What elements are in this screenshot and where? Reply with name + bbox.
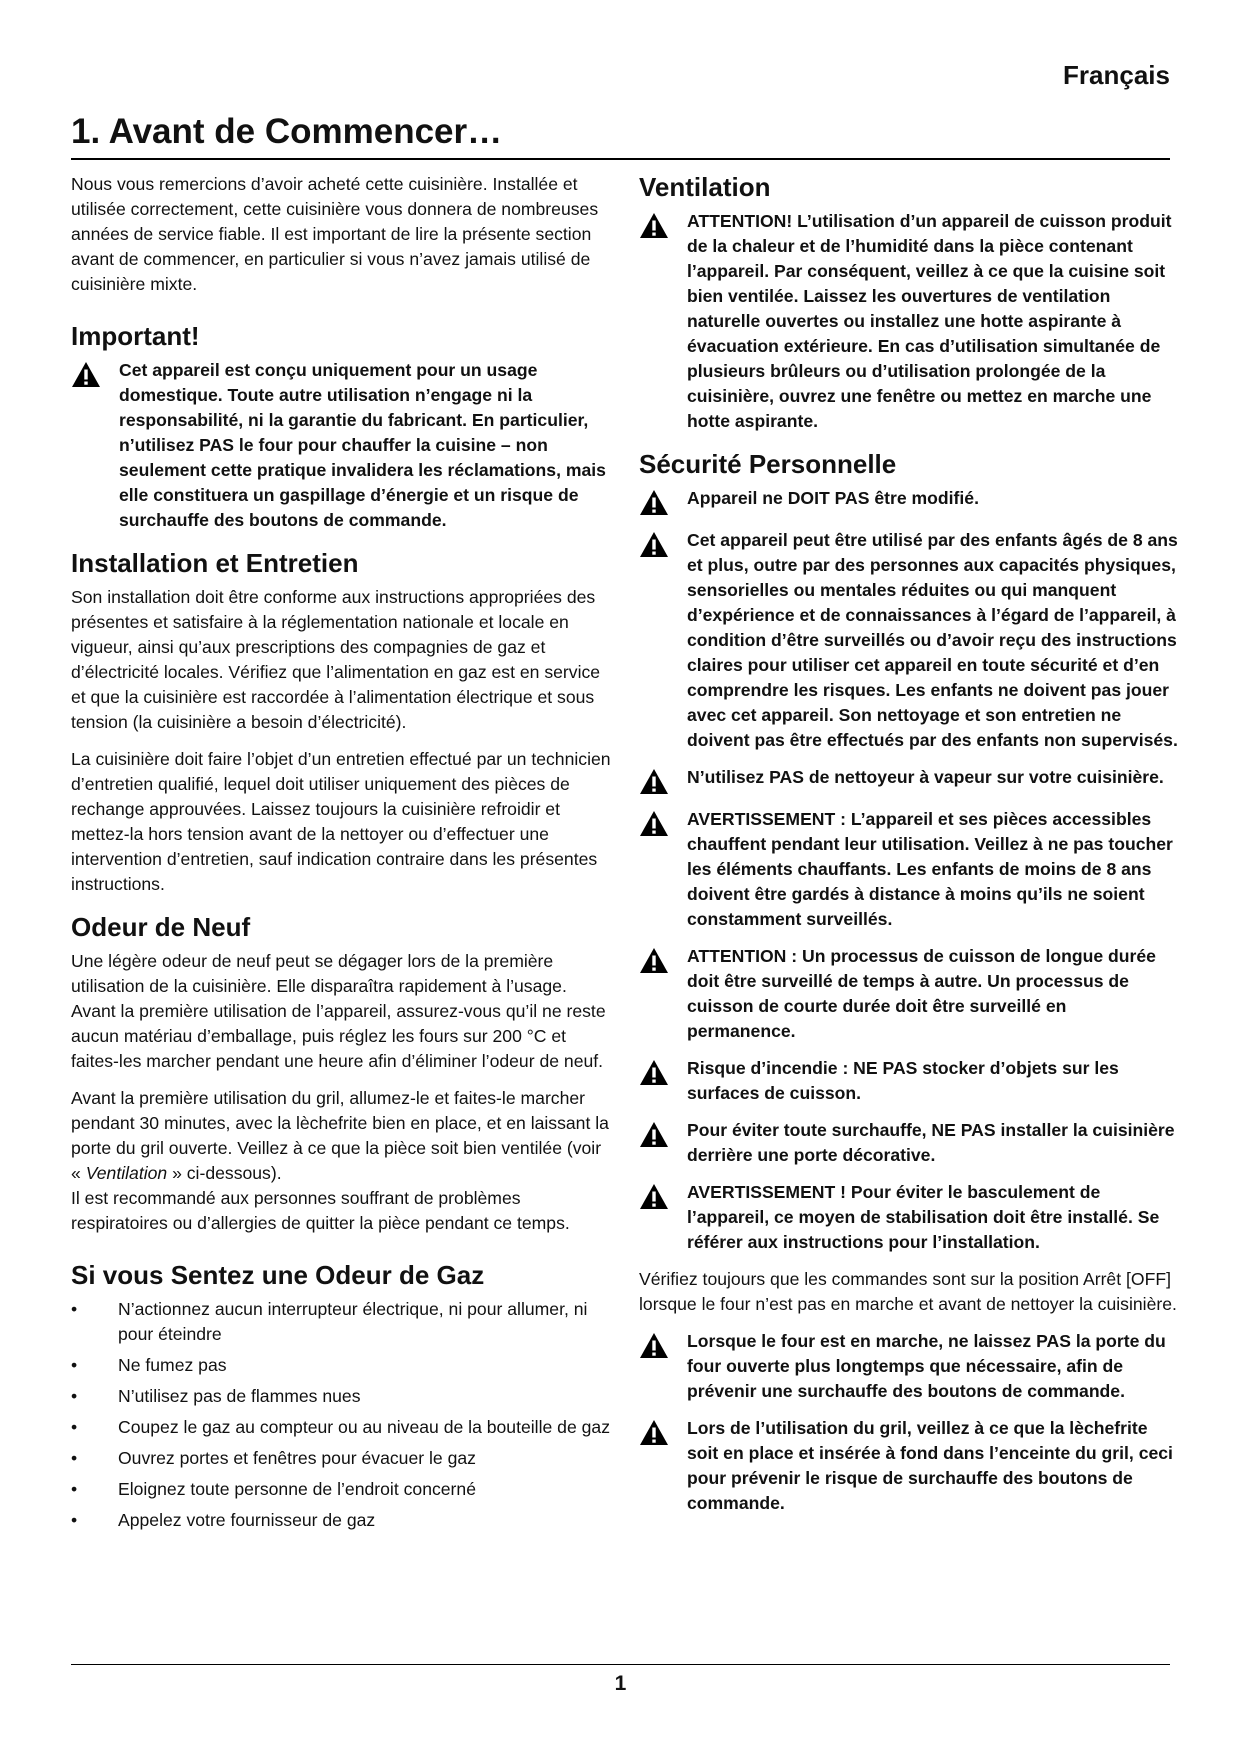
warning-text: Lors de l’utilisation du gril, veillez à ce que la lèchefrite soit en place et insérée à fond dans l’enceinte du gril, ceci pour prévenir le risque de surchauffe des boutons de commande. [687, 1418, 1173, 1513]
warning-icon [639, 944, 687, 974]
odeur-paragraph-2: Avant la première utilisation du gril, allumez-le et faites-le marcher pendant 30 minutes, avec la lèchefrite bien en place, et en laissant la porte du gril ouverte. Veillez à ce que la pièce soit bien ventilée (voir « Ventilation » ci-dessous). Il est recommandé aux personnes souffrant de problèmes respiratoires ou d’allergies de quitter la pièce pendant ce temps. [71, 1088, 609, 1233]
title-divider [71, 158, 1170, 160]
warning-icon [639, 486, 687, 516]
important-heading: Important! [71, 321, 200, 351]
warning-text: AVERTISSEMENT : L’appareil et ses pièces accessibles chauffent pendant leur utilisation. Veillez à ne pas toucher les éléments chauffants. Les enfants de moins de 8 ans doivent être gardés à distance à moins qu’ils ne soient constamment surveillés. [687, 809, 1173, 929]
securite-heading: Sécurité Personnelle [639, 449, 897, 479]
warning-text: ATTENTION! L’utilisation d’un appareil de cuisson produit de la chaleur et de l’humidité dans la pièce contenant l’appareil. Par conséquent, veillez à ce que la cuisine soit bien ventilée. Laissez les ouvertures de ventilation naturelle ouvertes ou installez une hotte aspirante à évacuation extérieure. En cas d’utilisation simultanée de plusieurs brûleurs ou d’utilisation prolongée de la cuisinière, ouvrez une fenêtre ou mettez en marche une hotte aspirante. [687, 211, 1172, 431]
warning-text: AVERTISSEMENT ! Pour éviter le basculement de l’appareil, ce moyen de stabilisation doit être installé. Se référer aux instructions pour l’installation. [687, 1182, 1160, 1252]
warning-icon [639, 807, 687, 837]
gaz-list [71, 1297, 611, 1533]
securite-warning-7 [639, 1118, 1179, 1168]
odeur-paragraph-1: Une légère odeur de neuf peut se dégager lors de la première utilisation de la cuisinière. Elle disparaîtra rapidement à l’usage. Avant la première utilisation de l’appareil, assurez-vous qu’il ne reste aucun matériau d’emballage, puis réglez les fours sur 200 °C et faites-les marcher pendant une heure afin d’éliminer l’odeur de neuf. [71, 951, 606, 1071]
installation-paragraph-1: Son installation doit être conforme aux instructions appropriées des présentes et satisfaire à la réglementation nationale et locale en vigueur, ainsi qu’aux prescriptions des compagnies de gaz et d’électricité locales. Vérifiez que l’alimentation en gaz est en service et que la cuisinière est raccordée à l’alimentation électrique et sous tension (la cuisinière a besoin d’électricité). [71, 587, 601, 732]
footer-divider [71, 1664, 1170, 1665]
warning-text: Cet appareil est conçu uniquement pour un usage domestique. Toute autre utilisation n’engage ni la responsabilité, ni la garantie du fabricant. En particulier, n’utilisez PAS le four pour chauffer la cuisine – non seulement cette pratique invalidera les réclamations, mais elle constituera un gaspillage d’énergie et un risque de surchauffe des boutons de commande. [119, 360, 606, 530]
warning-text: Lorsque le four est en marche, ne laissez PAS la porte du four ouverte plus longtemps que nécessaire, afin de prévenir une surchauffe des boutons de commande. [687, 1331, 1166, 1401]
installation-paragraph-2: La cuisinière doit faire l’objet d’un entretien effectué par un technicien d’entretien qualifié, lequel doit utiliser uniquement des pièces de rechange approuvées. Laissez toujours la cuisinière refroidir et mettez-la hors tension avant de la nettoyer ou d’effectuer une intervention d’entretien, sauf indication contraire dans les présentes instructions. [71, 749, 611, 894]
language-label: Français [1063, 60, 1170, 90]
list-item: • Ouvrez portes et fenêtres pour évacuer le gaz [71, 1448, 476, 1468]
securite-warning-9 [639, 1329, 1179, 1404]
warning-icon [71, 358, 119, 388]
list-item: • N’actionnez aucun interrupteur électrique, ni pour allumer, ni pour éteindre [71, 1299, 588, 1344]
warning-icon [639, 765, 687, 795]
page-number: 1 [614, 1672, 627, 1695]
warning-text: Pour éviter toute surchauffe, NE PAS installer la cuisinière derrière une porte décorative. [687, 1120, 1175, 1165]
warning-icon [639, 1329, 687, 1359]
off-position-note: Vérifiez toujours que les commandes sont sur la position Arrêt [OFF] lorsque le four n’est pas en marche et avant de nettoyer la cuisinière. [639, 1269, 1177, 1314]
securite-warning-10 [639, 1416, 1179, 1516]
securite-warning-4 [639, 807, 1179, 932]
warning-text: N’utilisez PAS de nettoyeur à vapeur sur votre cuisinière. [687, 767, 1164, 787]
ventilation-heading: Ventilation [639, 172, 771, 202]
important-warning [71, 358, 611, 533]
list-item: • N’utilisez pas de flammes nues [71, 1386, 361, 1406]
odeur-heading: Odeur de Neuf [71, 912, 251, 942]
warning-icon [639, 209, 687, 239]
warning-icon [639, 1118, 687, 1148]
list-item: • Appelez votre fournisseur de gaz [71, 1510, 376, 1530]
gaz-heading: Si vous Sentez une Odeur de Gaz [71, 1260, 485, 1290]
securite-warning-5 [639, 944, 1179, 1044]
list-item: • Ne fumez pas [71, 1355, 227, 1375]
warning-icon [639, 1056, 687, 1086]
page-title: 1. Avant de Commencer… [71, 112, 503, 151]
securite-warning-6 [639, 1056, 1179, 1106]
warning-icon [639, 1180, 687, 1210]
securite-warning-2 [639, 528, 1179, 753]
warning-text: Appareil ne DOIT PAS être modifié. [687, 488, 979, 508]
intro-paragraph: Nous vous remercions d’avoir acheté cette cuisinière. Installée et utilisée correctement, cette cuisinière vous donnera de nombreuses années de service fiable. Il est important de lire la présente section avant de commencer, en particulier si vous n’avez jamais utilisé de cuisinière mixte. [71, 174, 599, 294]
securite-warning-8 [639, 1180, 1179, 1255]
list-item: • Coupez le gaz au compteur ou au niveau de la bouteille de gaz [71, 1417, 610, 1437]
warning-text: ATTENTION : Un processus de cuisson de longue durée doit être surveillé de temps à autre. Un processus de cuisson de courte durée doit être surveillé en permanence. [687, 946, 1156, 1041]
securite-warning-3 [639, 765, 1179, 795]
ventilation-reference: Ventilation [85, 1163, 168, 1183]
right-column [639, 172, 1179, 1516]
warning-icon [639, 528, 687, 558]
warning-text: Risque d’incendie : NE PAS stocker d’objets sur les surfaces de cuisson. [687, 1058, 1119, 1103]
ventilation-warning [639, 209, 1179, 434]
securite-warning-1 [639, 486, 1179, 516]
warning-icon [639, 1416, 687, 1446]
left-column [71, 172, 611, 1533]
warning-text: Cet appareil peut être utilisé par des enfants âgés de 8 ans et plus, outre par des personnes aux capacités physiques, sensorielles ou mentales réduites ou qui manquent d’expérience et de connaissances à l’égard de l’appareil, à condition d’être surveillés ou d’avoir reçu des instructions claires pour utiliser cet appareil en toute sécurité et d’en comprendre les risques. Les enfants ne doivent pas jouer avec cet appareil. Son nettoyage et son entretien ne doivent pas être effectués par des enfants non supervisés. [687, 530, 1178, 750]
installation-heading: Installation et Entretien [71, 548, 359, 578]
list-item: • Eloignez toute personne de l’endroit concerné [71, 1479, 476, 1499]
